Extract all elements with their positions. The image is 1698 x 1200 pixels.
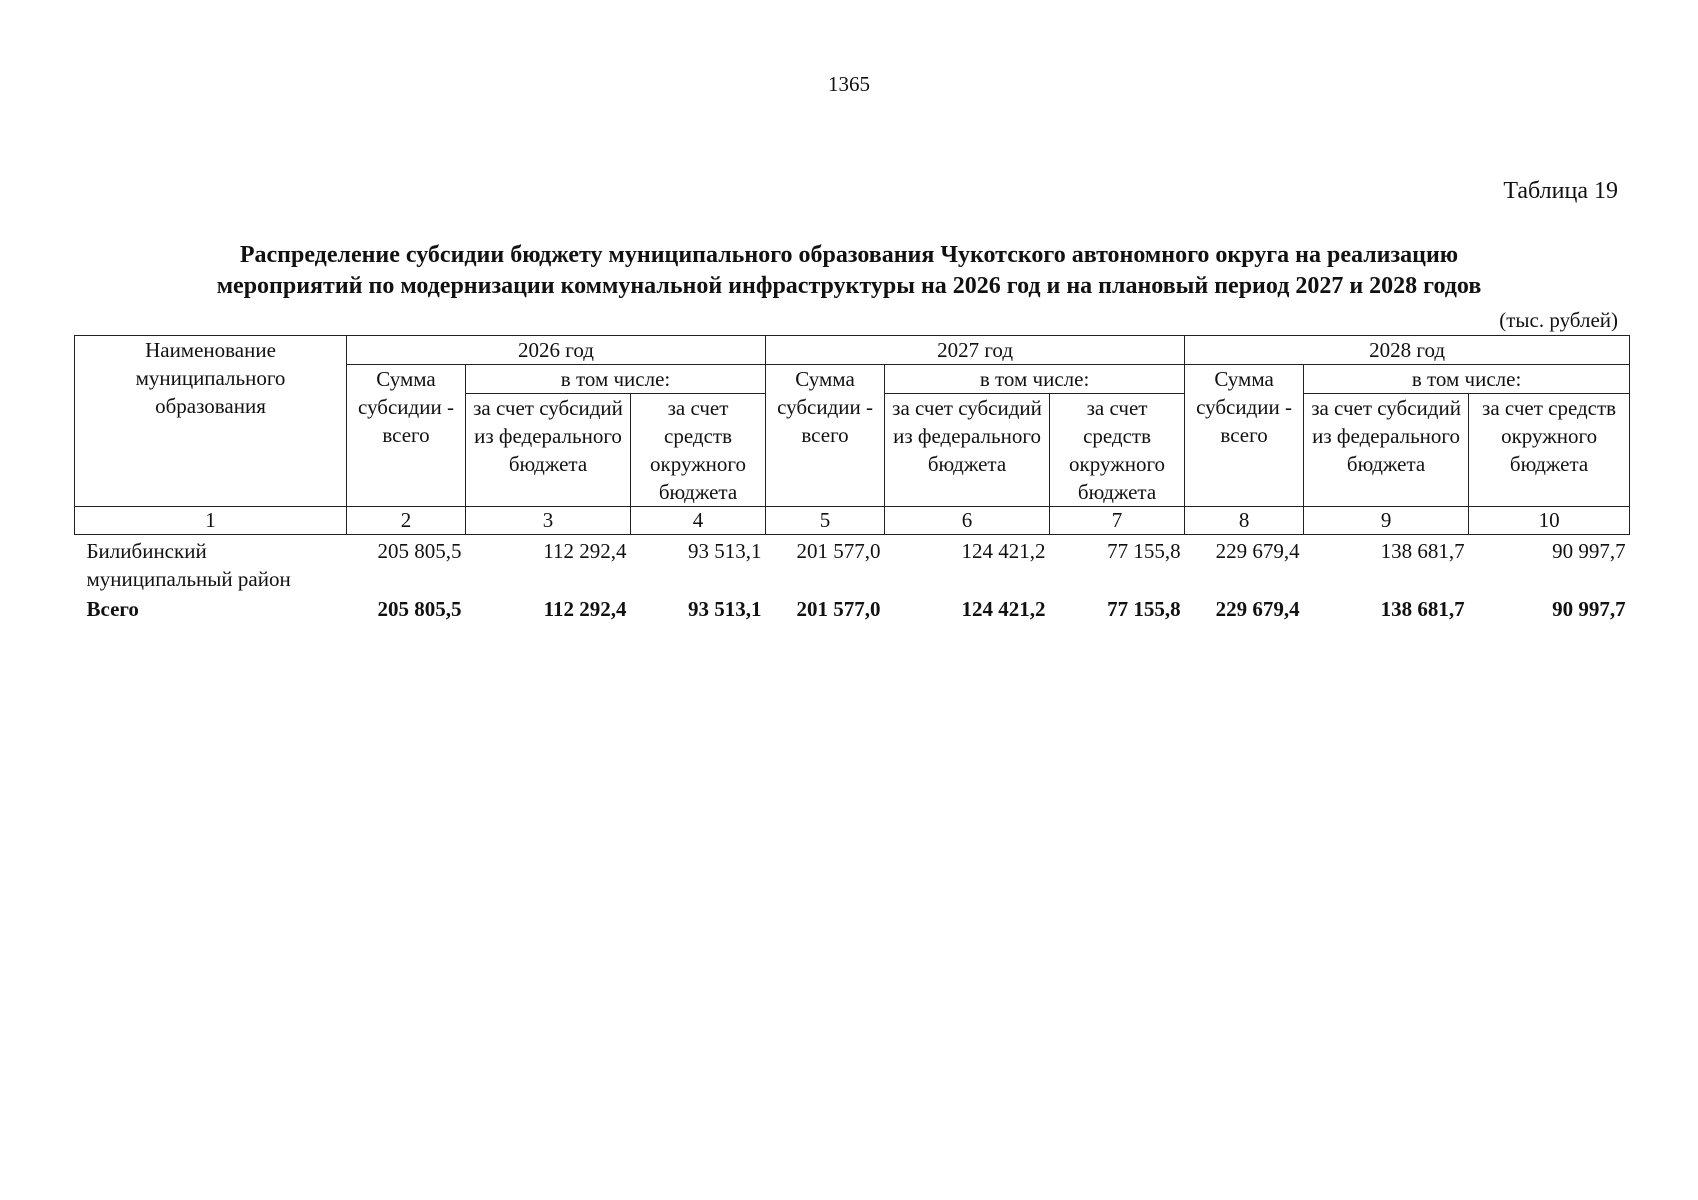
header-sum-total-2028: Сумма субсидии - всего: [1185, 365, 1304, 507]
column-number: 1: [75, 507, 347, 535]
cell-value: 90 997,7: [1552, 539, 1626, 563]
cell-value: 93 513,1: [688, 539, 762, 563]
column-number: 2: [347, 507, 466, 535]
header-year-2026: 2026 год: [347, 336, 766, 365]
total-label: Всего: [86, 597, 139, 621]
cell-value: 124 421,2: [961, 539, 1046, 563]
document-title: [60, 240, 1638, 302]
total-value: 77 155,8: [1107, 597, 1181, 621]
table-label: Таблица 19: [1503, 178, 1618, 204]
total-value: 90 997,7: [1552, 597, 1626, 621]
column-number: 4: [631, 507, 766, 535]
column-number: 5: [766, 507, 885, 535]
total-value: 93 513,1: [688, 597, 762, 621]
header-including-2026: в том числе:: [466, 365, 766, 394]
cell-value: 77 155,8: [1107, 539, 1181, 563]
subsidy-table: [74, 335, 1630, 623]
header-federal-2027: за счет субсидий из федерального бюджета: [885, 394, 1050, 507]
header-year-2028: 2028 год: [1185, 336, 1630, 365]
header-federal-2026: за счет субсидий из федерального бюджета: [466, 394, 631, 507]
column-number: 10: [1469, 507, 1630, 535]
header-municipality: Наименование муниципального образования: [75, 336, 347, 507]
header-sum-total-2027: Сумма субсидии - всего: [766, 365, 885, 507]
header-federal-2028: за счет субсидий из федерального бюджета: [1304, 394, 1469, 507]
row-municipality-name: Билибинский муниципальный район: [86, 539, 291, 591]
header-sum-total-2026: Сумма субсидии - всего: [347, 365, 466, 507]
cell-value: 138 681,7: [1380, 539, 1465, 563]
page-number: 1365: [828, 72, 870, 96]
column-number: 7: [1050, 507, 1185, 535]
header-year-2027: 2027 год: [766, 336, 1185, 365]
column-number: 6: [885, 507, 1050, 535]
header-district-2028: за счет средств окружного бюджета: [1469, 394, 1630, 507]
column-number: 3: [466, 507, 631, 535]
total-value: 201 577,0: [796, 597, 881, 621]
cell-value: 112 292,4: [543, 539, 627, 563]
total-value: 229 679,4: [1215, 597, 1300, 621]
title-line-1: Распределение субсидии бюджету муниципального образования Чукотского автономного округа на реализацию: [239, 242, 1459, 268]
total-row: [75, 593, 1630, 623]
cell-value: 229 679,4: [1215, 539, 1300, 563]
column-number: 8: [1185, 507, 1304, 535]
column-number: 9: [1304, 507, 1469, 535]
header-including-2028: в том числе:: [1304, 365, 1630, 394]
title-line-2: мероприятий по модернизации коммунальной инфраструктуры на 2026 год и на плановый период 2027 и 2028 годов: [216, 273, 1482, 299]
table-row: [75, 535, 1630, 594]
total-value: 124 421,2: [961, 597, 1046, 621]
total-value: 138 681,7: [1380, 597, 1465, 621]
header-district-2026: за счет средств окружного бюджета: [631, 394, 766, 507]
header-including-2027: в том числе:: [885, 365, 1185, 394]
header-district-2027: за счет средств окружного бюджета: [1050, 394, 1185, 507]
cell-value: 201 577,0: [796, 539, 881, 563]
total-value: 205 805,5: [377, 597, 462, 621]
total-value: 112 292,4: [543, 597, 627, 621]
cell-value: 205 805,5: [377, 539, 462, 563]
units-label: (тыс. рублей): [1499, 308, 1618, 332]
